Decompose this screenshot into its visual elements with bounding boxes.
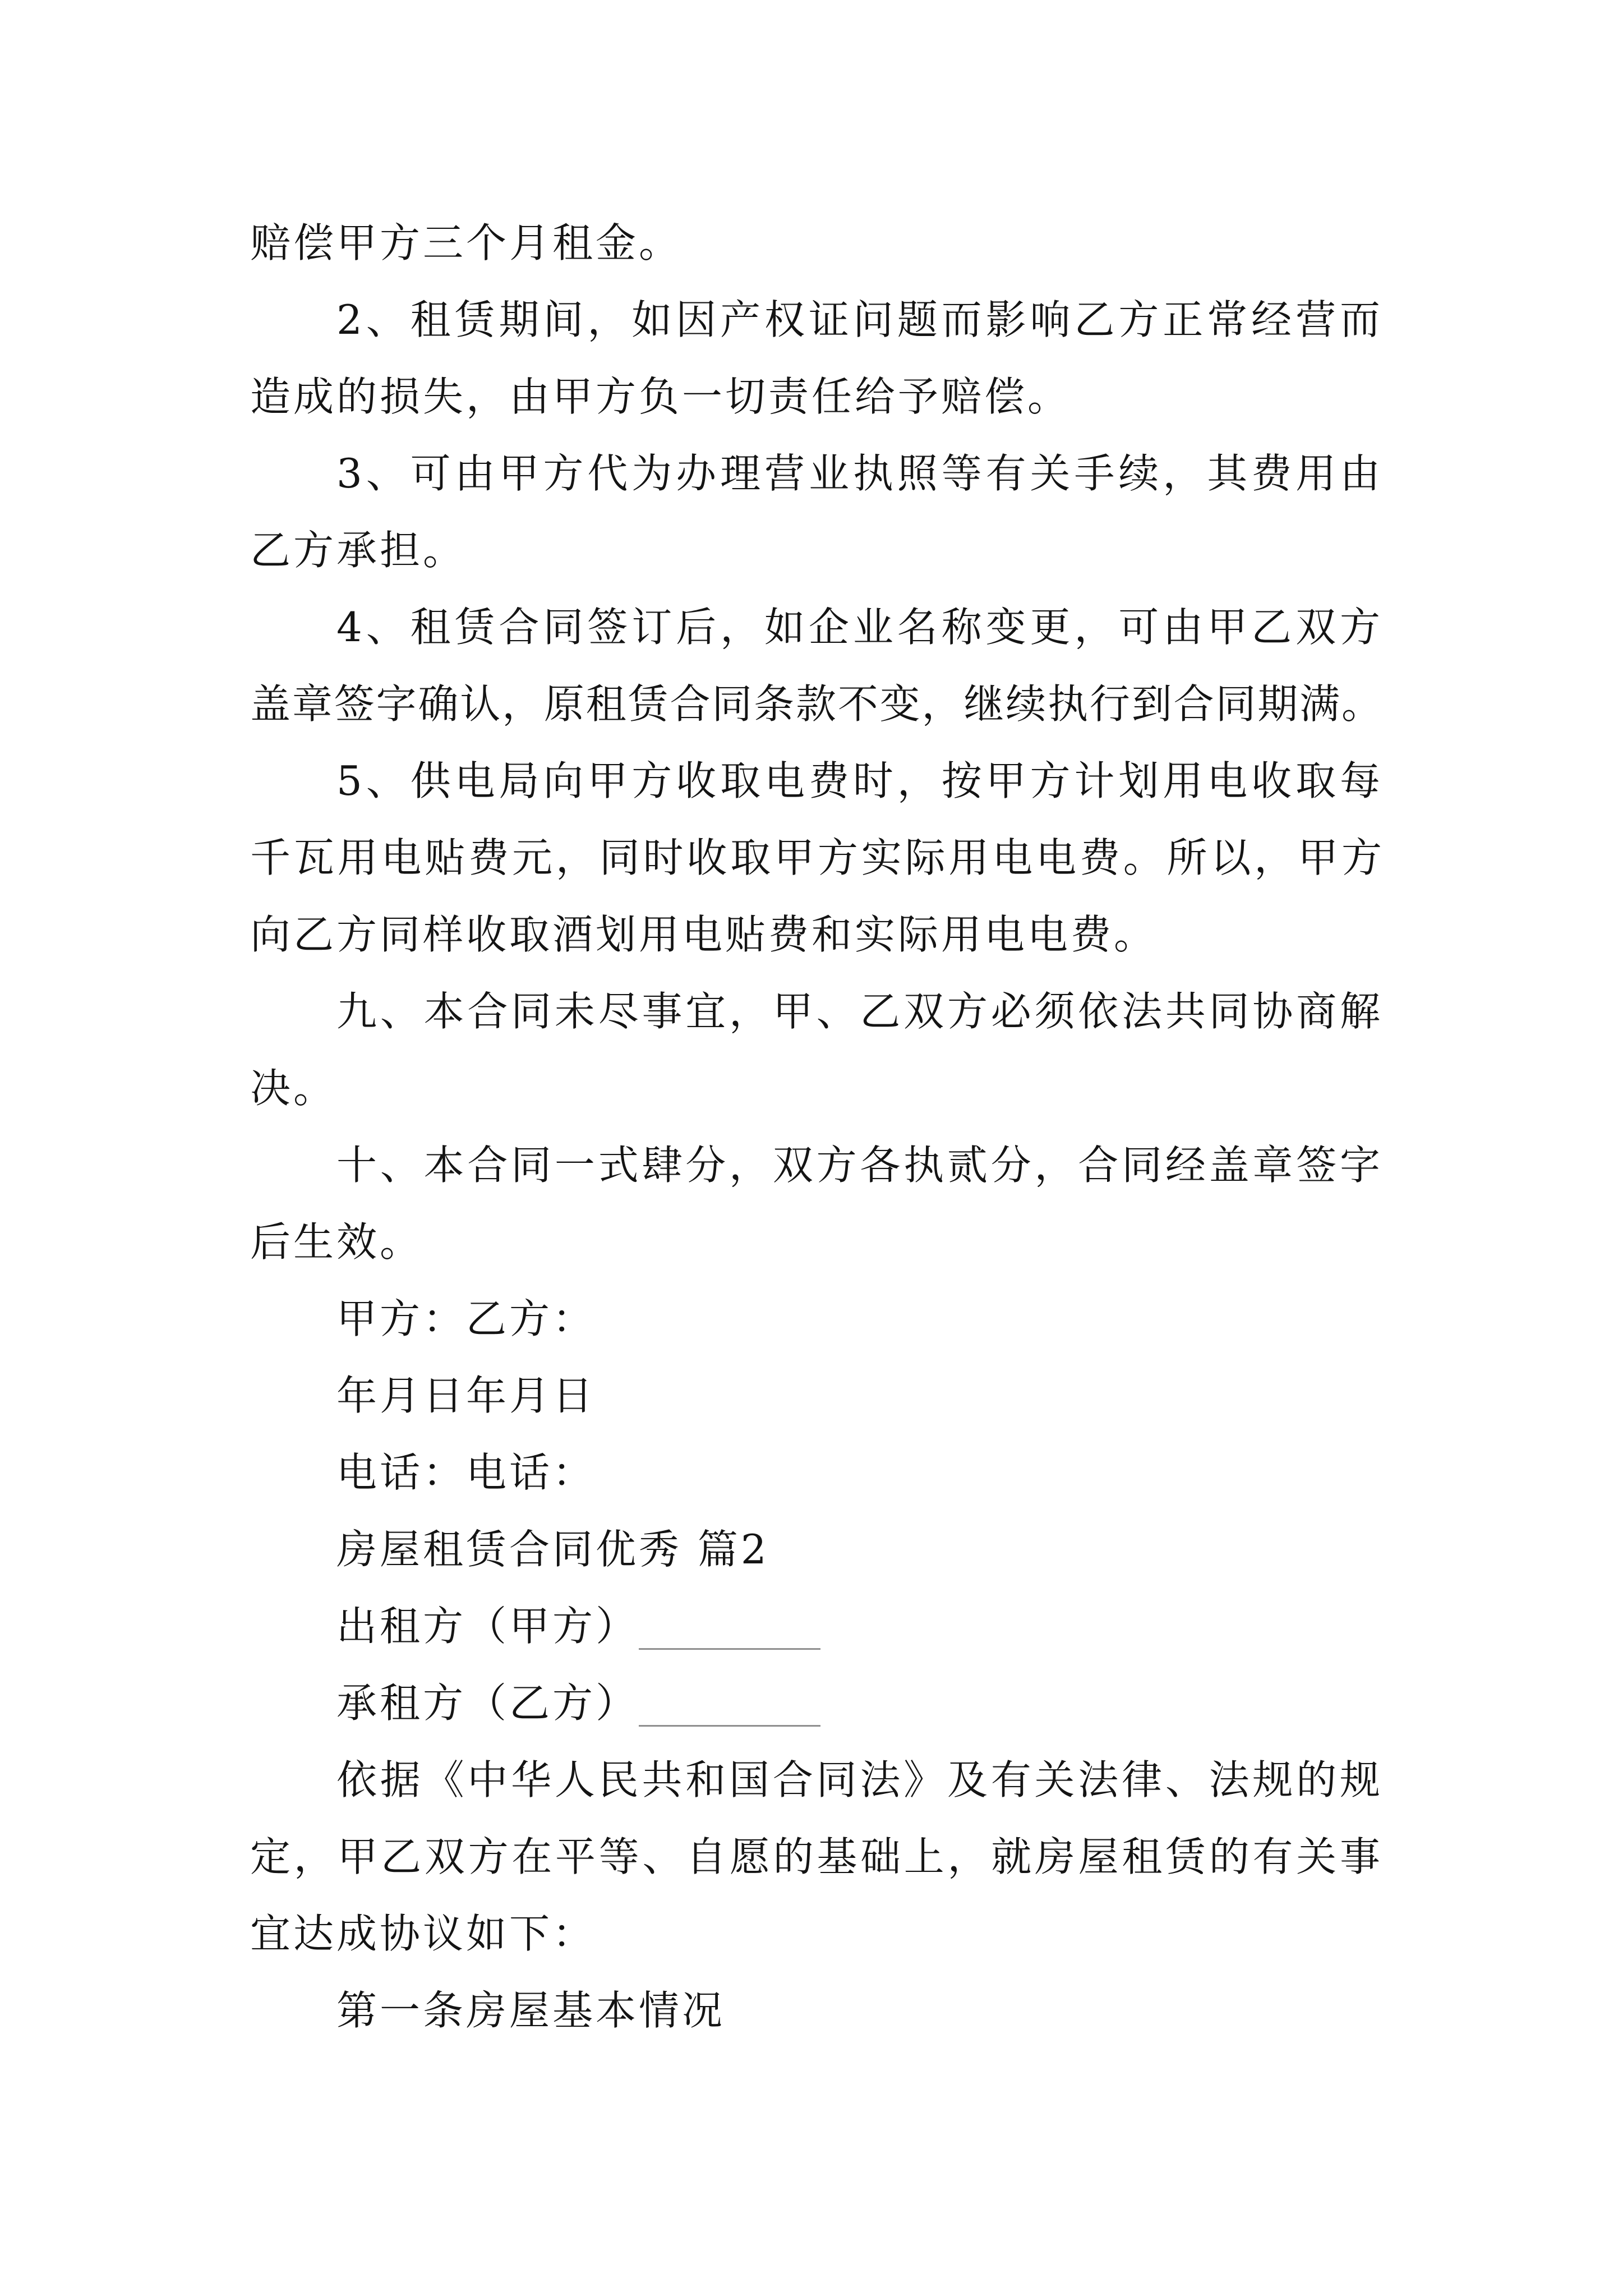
signature-date: 年月日年月日	[336, 1372, 596, 1419]
clause-2	[250, 282, 1383, 435]
signature-block	[250, 1281, 1383, 1511]
continuation-line: 赔偿甲方三个月租金。	[250, 219, 683, 266]
text-line: 3、可由甲方代为办理营业执照等有关手续，其费用由	[336, 450, 1383, 497]
text-line: 乙方承担。	[250, 527, 467, 574]
text-line: 依据《中华人民共和国合同法》及有关法律、法规的规	[336, 1756, 1383, 1803]
text-line: 定，甲乙双方在平等、自愿的基础上，就房屋租赁的有关事	[250, 1833, 1383, 1880]
text-line: 4、租赁合同签订后，如企业名称变更，可由甲乙双方	[336, 604, 1383, 651]
signature-parties: 甲方：乙方：	[336, 1295, 596, 1342]
lessee-label: 承租方（乙方）	[336, 1680, 639, 1727]
lessee-blank: _________	[639, 1680, 821, 1727]
lessee-line	[250, 1665, 1383, 1742]
text-line: 向乙方同样收取酒划用电贴费和实际用电电费。	[250, 911, 1158, 958]
text-line: 宜达成协议如下：	[250, 1910, 596, 1957]
clause-3	[250, 435, 1383, 589]
signature-phone: 电话：电话：	[336, 1449, 596, 1496]
clause-4	[250, 589, 1383, 743]
text-line: 九、本合同未尽事宜，甲、乙双方必须依法共同协商解	[336, 988, 1383, 1035]
text-line: 决。	[250, 1065, 337, 1112]
text-line: 5、供电局向甲方收取电费时，按甲方计划用电收取每	[336, 757, 1383, 804]
contract-title: 房屋租赁合同优秀 篇2	[336, 1526, 769, 1573]
text-line: 2、租赁期间，如因产权证问题而影响乙方正常经营而	[336, 296, 1383, 343]
text-line: 盖章签字确认，原租赁合同条款不变，继续执行到合同期满。	[250, 680, 1383, 728]
article-9	[250, 973, 1383, 1127]
article-10	[250, 1127, 1383, 1281]
text-line: 后生效。	[250, 1218, 423, 1266]
article-heading: 第一条房屋基本情况	[336, 1987, 726, 2034]
lessor-label: 出租方（甲方）	[336, 1603, 639, 1650]
text-line: 千瓦用电贴费元，同时收取甲方实际用电电费。所以，甲方	[250, 834, 1383, 881]
clause-5	[250, 743, 1383, 973]
text-line: 十、本合同一式肆分，双方各执贰分，合同经盖章签字	[336, 1142, 1383, 1189]
lessor-blank: _________	[639, 1603, 821, 1650]
text-line: 造成的损失，由甲方负一切责任给予赔偿。	[250, 373, 1071, 420]
lessor-line	[250, 1588, 1383, 1665]
preamble	[250, 1742, 1383, 1972]
document-body	[250, 205, 1383, 2049]
